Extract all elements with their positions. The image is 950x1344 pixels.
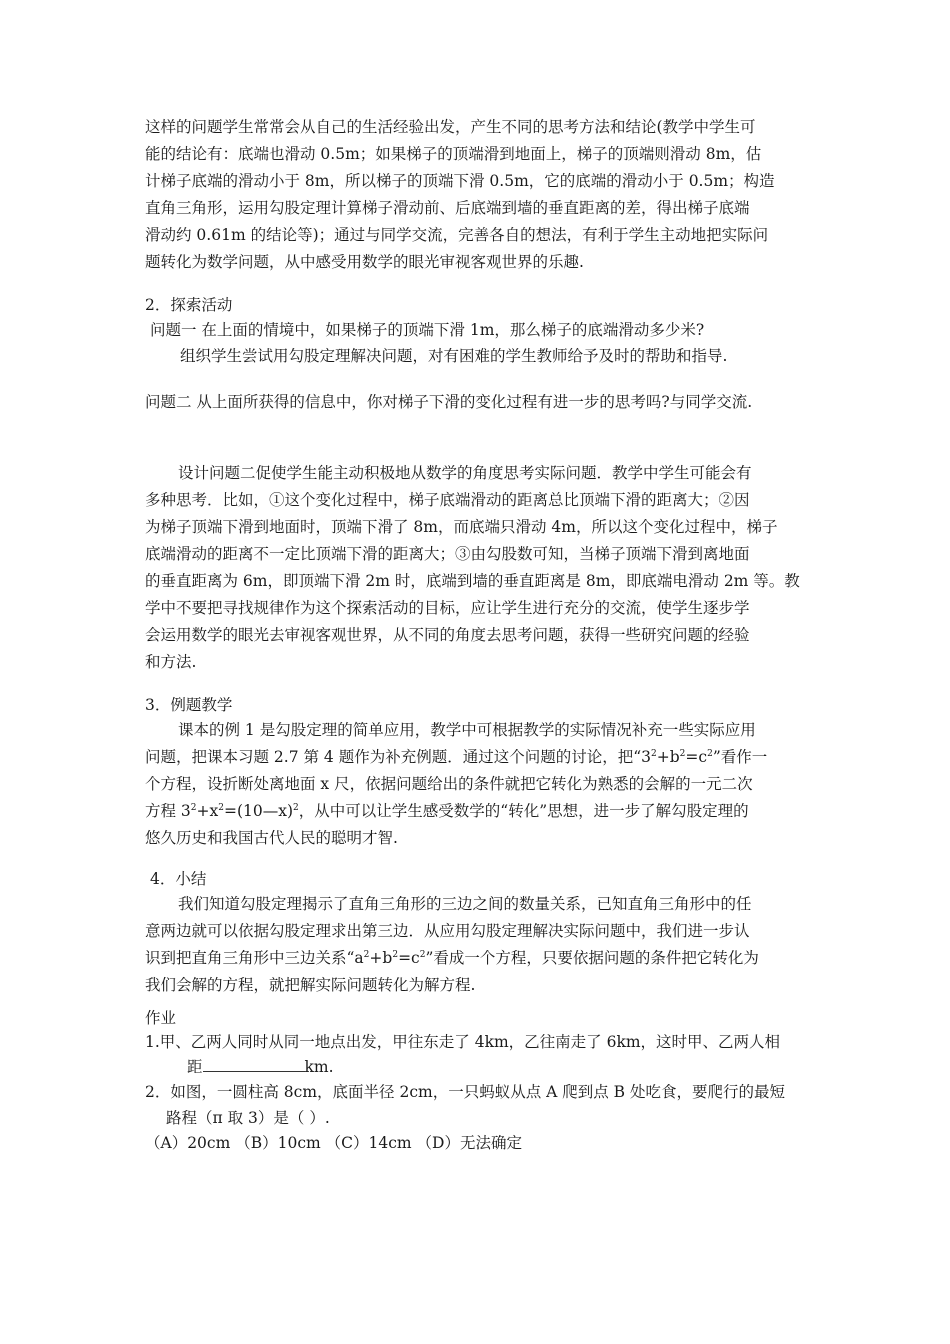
intro-line-5: 滑动约 0.61m 的结论等)；通过与同学交流，完善各自的想法，有利于学生主动地把实际问 [145,226,769,244]
design-line-3: 为梯子顶端下滑到地面时，顶端下滑了 8m，而底端只滑动 4m，所以这个变化过程中，梯子 [145,518,778,536]
intro-line-1: 这样的问题学生常常会从自己的生活经验出发，产生不同的思考方法和结论(教学中学生可 [145,118,756,136]
section4-heading: 4．小结 [150,870,207,888]
example-line-2: 问题，把课本习题 2.7 第 4 题作为补充例题．通过这个问题的讨论，把“$3^2+b^2=c^2$”看作一 [145,748,768,766]
homework-problem-2-line-1: 2．如图，一圆柱高 8cm，底面半径 2cm，一只蚂蚁从点 A 爬到点 B 处吃食，要爬行的最短 [145,1083,785,1101]
example-line-3: 个方程，设折断处离地面 x 尺，依据问题给出的条件就把它转化为熟悉的会解的一元二次 [145,775,753,793]
design-line-6: 学中不要把寻找规律作为这个探索活动的目标，应让学生进行充分的交流，使学生逐步学 [145,599,750,617]
intro-line-6: 题转化为数学问题，从中感受用数学的眼光审视客观世界的乐趣. [145,253,584,271]
summary-line-1: 我们知道勾股定理揭示了直角三角形的三边之间的数量关系，已知直角三角形中的任 [178,895,752,913]
summary-line-2: 意两边就可以依据勾股定理求出第三边．从应用勾股定理解决实际问题中，我们进一步认 [145,922,750,940]
example-line-5: 悠久历史和我国古代人民的聪明才智. [145,829,398,847]
intro-line-4: 直角三角形，运用勾股定理计算梯子滑动前、后底端到墙的垂直距离的差，得出梯子底端 [145,199,750,217]
question-1-guide: 组织学生尝试用勾股定理解决问题，对有困难的学生教师给予及时的帮助和指导. [180,347,728,365]
design-line-1: 设计问题二促使学生能主动积极地从数学的角度思考实际问题．教学中学生可能会有 [178,464,752,482]
summary-line-3: 识到把直角三角形中三边关系“$a^2+b^2=c^2$”看成一个方程，只要依据问题的条件把它转化为 [145,949,759,967]
design-line-5: 的垂直距离为 6m，即顶端下滑 2m 时，底端到墙的垂直距离是 8m，即底端电滑动 2m 等。教 [145,572,800,590]
design-line-8: 和方法. [145,653,197,671]
section2-heading: 2．探索活动 [145,296,233,314]
homework-problem-1-line-2: 距 km. [187,1058,334,1076]
question-1: 问题一 在上面的情境中，如果梯子的顶端下滑 1m，那么梯子的底端滑动多少米? [150,321,705,339]
summary-line-4: 我们会解的方程，就把解实际问题转化为解方程. [145,976,476,994]
homework-problem-1-line-1: 1.甲、乙两人同时从同一地点出发，甲往东走了 4km，乙往南走了 6km，这时甲、乙两人相 [145,1033,781,1051]
section3-heading: 3．例题教学 [145,696,233,714]
example-line-4: 方程 $3^2+x^2=(10—x)^2$，从中可以让学生感受数学的“转化”思想，进一步了解勾股定理的 [145,802,749,820]
homework-problem-2-line-2: 路程（π 取 3）是（ ）. [166,1109,330,1127]
answer-blank [203,1057,305,1072]
design-line-7: 会运用数学的眼光去审视客观世界，从不同的角度去思考问题，获得一些研究问题的经验 [145,626,750,644]
homework-options: （A）20cm （B）10cm （C）14cm （D）无法确定 [145,1134,522,1152]
intro-line-2: 能的结论有：底端也滑动 0.5m；如果梯子的顶端滑到地面上，梯子的顶端则滑动 8m，估 [145,145,762,163]
example-line-1: 课本的例 1 是勾股定理的简单应用，教学中可根据教学的实际情况补充一些实际应用 [178,721,756,739]
question-2: 问题二 从上面所获得的信息中，你对梯子下滑的变化过程有进一步的思考吗?与同学交流. [145,393,753,411]
design-line-2: 多种思考．比如，①这个变化过程中，梯子底端滑动的距离总比顶端下滑的距离大；②因 [145,491,750,509]
design-line-4: 底端滑动的距离不一定比顶端下滑的距离大；③由勾股数可知，当梯子顶端下滑到离地面 [145,545,750,563]
homework-heading: 作业 [145,1009,177,1027]
intro-line-3: 计梯子底端的滑动小于 8m，所以梯子的顶端下滑 0.5m，它的底端的滑动小于 0.5m；构造 [145,172,775,190]
